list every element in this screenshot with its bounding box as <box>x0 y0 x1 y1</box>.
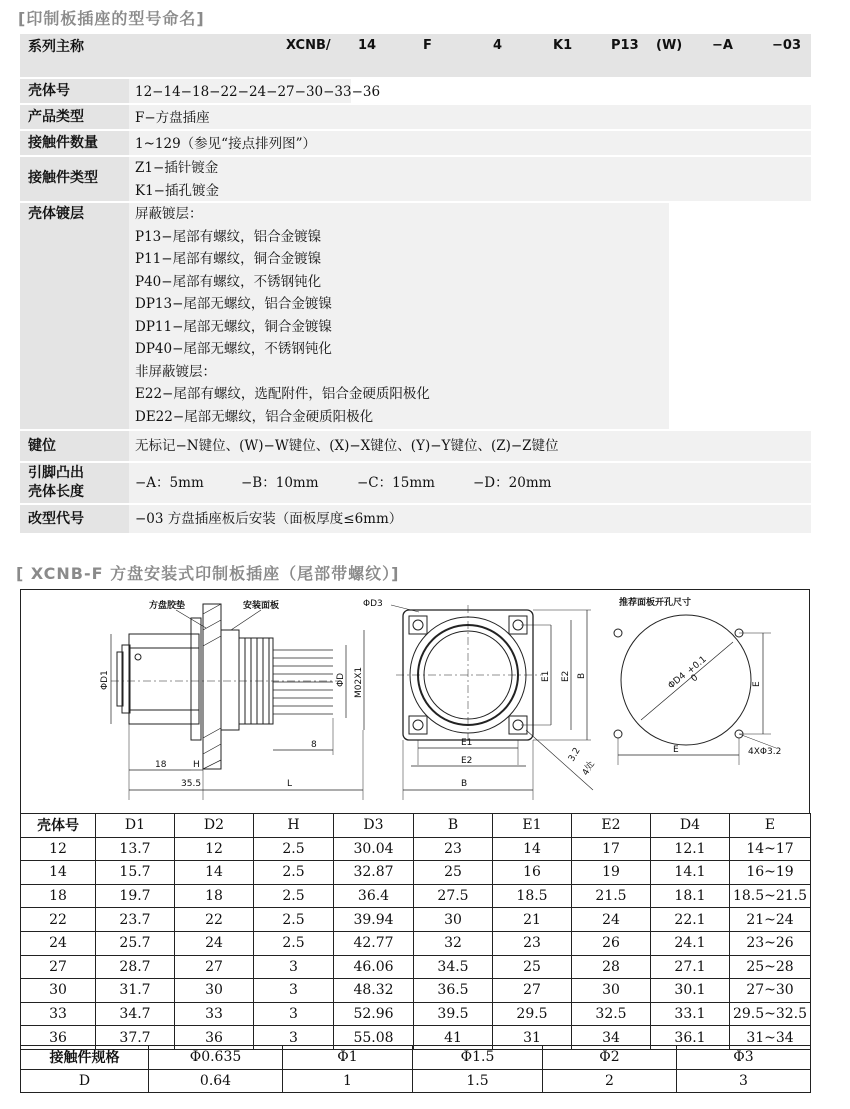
row-label: 接触件数量 <box>20 131 129 155</box>
label-b: B <box>461 779 468 789</box>
label-35-5: 35.5 <box>181 779 202 789</box>
table-cell: 30.1 <box>651 979 730 1003</box>
naming-row-contact-type <box>20 157 811 203</box>
pin-option: −A：5mm <box>135 475 204 491</box>
section-title-naming: [印制板插座的型号命名] <box>18 9 205 28</box>
col-header: D4 <box>651 814 730 838</box>
table-cell: 32 <box>414 931 493 955</box>
row-value: 无标记−N键位、(W)−W键位、(X)−X键位、(Y)−Y键位、(Z)−Z键位 <box>135 438 559 454</box>
table-cell: 46.06 <box>334 955 414 979</box>
contact-header: Φ2 <box>543 1046 677 1070</box>
table-cell: 34.7 <box>96 1002 175 1026</box>
naming-row-contact-count <box>20 131 811 157</box>
label-deep: 4处 <box>580 759 597 778</box>
table-cell: 48.32 <box>334 979 414 1003</box>
table-cell: 27 <box>21 955 96 979</box>
naming-row-mod <box>20 505 811 535</box>
col-header: D2 <box>175 814 254 838</box>
naming-row-key <box>20 431 811 463</box>
label-cutout: 推荐面板开孔尺寸 <box>619 598 692 608</box>
pin-option: −B：10mm <box>241 475 319 491</box>
table-cell: 17 <box>572 837 651 861</box>
naming-row-plating <box>20 203 811 431</box>
col-header: E <box>730 814 811 838</box>
row-label-2: 壳体长度 <box>28 484 84 500</box>
table-cell: 30 <box>175 979 254 1003</box>
pin-option: −C：15mm <box>357 475 435 491</box>
table-cell: 22.1 <box>651 908 730 932</box>
table-cell: 33 <box>175 1002 254 1026</box>
table-cell: 25 <box>414 861 493 885</box>
table-cell: 34.5 <box>414 955 493 979</box>
table-cell: 3 <box>254 955 334 979</box>
row-value-line: E22−尾部有螺纹，选配附件，铝合金硬质阳极化 <box>135 386 430 402</box>
table-cell: 33 <box>21 1002 96 1026</box>
row-value-line: 屏蔽镀层： <box>135 206 203 222</box>
table-cell: 2.5 <box>254 884 334 908</box>
label-8: 8 <box>311 740 317 750</box>
row-value-line: DP40−尾部无螺纹，不锈钢钝化 <box>135 341 332 357</box>
table-cell: 27.1 <box>651 955 730 979</box>
label-thread: M02X1 <box>354 666 364 698</box>
table-cell: 31~34 <box>730 1026 811 1050</box>
part-type: F <box>423 38 432 53</box>
table-cell: 14 <box>175 861 254 885</box>
label-d4: ΦD4 <box>666 670 689 692</box>
table-cell: 31.7 <box>96 979 175 1003</box>
label-d3: ΦD3 <box>363 599 383 609</box>
dimension-header-row <box>21 814 811 838</box>
row-value-line: P11−尾部有螺纹，铜合金镀镍 <box>135 251 322 267</box>
table-cell: 24.1 <box>651 931 730 955</box>
table-cell: 39.5 <box>414 1002 493 1026</box>
table-cell: 12.1 <box>651 837 730 861</box>
row-value: F−方盘插座 <box>135 110 210 126</box>
table-row <box>21 884 811 908</box>
label-b-vert: B <box>577 672 587 679</box>
label-e2-vert: E2 <box>561 670 571 682</box>
table-cell: 16 <box>493 861 572 885</box>
table-cell: 39.94 <box>334 908 414 932</box>
contact-value-row <box>21 1069 811 1093</box>
table-cell: 22 <box>175 908 254 932</box>
table-row <box>21 861 811 885</box>
table-row <box>21 931 811 955</box>
label-holes: 4XΦ3.2 <box>748 747 782 757</box>
label-e1: E1 <box>461 738 473 748</box>
table-cell: 2.5 <box>254 861 334 885</box>
naming-table <box>20 34 811 535</box>
contact-cell: 3 <box>677 1069 811 1093</box>
table-cell: 33.1 <box>651 1002 730 1026</box>
table-cell: 18 <box>21 884 96 908</box>
row-value-line: P40−尾部有螺纹，不锈钢钝化 <box>135 273 322 290</box>
table-cell: 21.5 <box>572 884 651 908</box>
table-cell: 16~19 <box>730 861 811 885</box>
table-cell: 36.5 <box>414 979 493 1003</box>
label-e1-vert: E1 <box>541 670 551 682</box>
table-cell: 27.5 <box>414 884 493 908</box>
table-row <box>21 955 811 979</box>
contact-header: Φ0.635 <box>149 1046 283 1070</box>
contact-table <box>20 1045 811 1093</box>
table-cell: 2.5 <box>254 908 334 932</box>
table-cell: 55.08 <box>334 1026 414 1050</box>
row-value: 1~129（参见“接点排列图”） <box>135 136 316 152</box>
table-cell: 26 <box>572 931 651 955</box>
row-label: 引脚凸出 <box>28 465 84 481</box>
table-cell: 24 <box>572 908 651 932</box>
table-cell: 30 <box>414 908 493 932</box>
contact-header: Φ3 <box>677 1046 811 1070</box>
table-cell: 3 <box>254 1002 334 1026</box>
naming-row-pin-length <box>20 463 811 505</box>
label-depth: 3.2 <box>566 746 583 764</box>
table-cell: 31 <box>493 1026 572 1050</box>
part-key: (W) <box>656 38 683 53</box>
row-label: 键位 <box>20 431 129 461</box>
table-cell: 14~17 <box>730 837 811 861</box>
table-cell: 18.1 <box>651 884 730 908</box>
label-e: E <box>673 745 679 755</box>
table-cell: 14 <box>493 837 572 861</box>
table-cell: 14.1 <box>651 861 730 885</box>
drawing-svg <box>21 590 811 814</box>
table-cell: 3 <box>254 1026 334 1050</box>
table-cell: 25~28 <box>730 955 811 979</box>
table-cell: 19.7 <box>96 884 175 908</box>
table-cell: 30 <box>572 979 651 1003</box>
table-cell: 18 <box>175 884 254 908</box>
col-header: E1 <box>493 814 572 838</box>
table-cell: 18.5 <box>493 884 572 908</box>
table-cell: 30 <box>21 979 96 1003</box>
table-cell: 41 <box>414 1026 493 1050</box>
col-header: D3 <box>334 814 414 838</box>
contact-header: Φ1 <box>283 1046 413 1070</box>
part-pin-length: −A <box>712 38 733 53</box>
table-row <box>21 979 811 1003</box>
table-cell: 36.4 <box>334 884 414 908</box>
table-cell: 34 <box>572 1026 651 1050</box>
col-header: H <box>254 814 334 838</box>
part-mod: −03 <box>772 38 801 53</box>
table-cell: 36 <box>175 1026 254 1050</box>
naming-header-label: 系列主称 <box>20 34 129 77</box>
table-cell: 25 <box>493 955 572 979</box>
dimension-table <box>20 813 811 1050</box>
col-header: 壳体号 <box>21 814 96 838</box>
contact-cell: 0.64 <box>149 1069 283 1093</box>
part-plating: P13 <box>611 38 639 53</box>
label-h: H <box>193 760 200 770</box>
table-cell: 12 <box>175 837 254 861</box>
table-cell: 36.1 <box>651 1026 730 1050</box>
contact-header-row <box>21 1046 811 1070</box>
contact-cell: 1 <box>283 1069 413 1093</box>
table-cell: 23 <box>493 931 572 955</box>
label-l: L <box>287 779 293 789</box>
table-cell: 27 <box>493 979 572 1003</box>
table-cell: 37.7 <box>96 1026 175 1050</box>
contact-header: Φ1.5 <box>413 1046 543 1070</box>
table-cell: 23~26 <box>730 931 811 955</box>
row-value-line: Z1−插针镀金 <box>135 160 219 176</box>
row-value-line: 非屏蔽镀层： <box>135 363 216 380</box>
table-cell: 2.5 <box>254 931 334 955</box>
naming-row-product-type <box>20 105 811 131</box>
table-cell: 18.5~21.5 <box>730 884 811 908</box>
label-d: ΦD <box>336 672 346 687</box>
table-cell: 32.5 <box>572 1002 651 1026</box>
row-label: 改型代号 <box>20 505 129 533</box>
table-cell: 22 <box>21 908 96 932</box>
label-tol0: 0 <box>689 672 701 685</box>
table-cell: 28.7 <box>96 955 175 979</box>
table-cell: 29.5 <box>493 1002 572 1026</box>
row-label: 壳体镀层 <box>20 203 129 429</box>
table-cell: 28 <box>572 955 651 979</box>
contact-cell: 1.5 <box>413 1069 543 1093</box>
table-cell: 32.87 <box>334 861 414 885</box>
table-cell: 2.5 <box>254 837 334 861</box>
section-title-product: [ XCNB-F 方盘安装式印制板插座（尾部带螺纹）] <box>16 564 400 583</box>
part-shell: 14 <box>358 38 377 53</box>
label-e2: E2 <box>461 756 473 766</box>
col-header: E2 <box>572 814 651 838</box>
table-cell: 42.77 <box>334 931 414 955</box>
table-cell: 30.04 <box>334 837 414 861</box>
naming-header-row <box>20 34 811 79</box>
row-label: 接触件类型 <box>20 157 129 201</box>
table-cell: 24 <box>21 931 96 955</box>
technical-drawing <box>20 589 810 813</box>
label-e-vert: E <box>752 681 762 687</box>
table-cell: 15.7 <box>96 861 175 885</box>
part-contact: K1 <box>553 38 573 53</box>
table-cell: 21~24 <box>730 908 811 932</box>
label-d1: ΦD1 <box>100 670 110 690</box>
col-header: D1 <box>96 814 175 838</box>
label-panel: 安装面板 <box>243 601 280 611</box>
pin-option: −D：20mm <box>473 475 552 491</box>
row-value-line: P13−尾部有螺纹，铝合金镀镍 <box>135 228 322 245</box>
col-header: B <box>414 814 493 838</box>
table-cell: 27~30 <box>730 979 811 1003</box>
contact-header: 接触件规格 <box>21 1046 149 1070</box>
table-cell: 29.5~32.5 <box>730 1002 811 1026</box>
label-gasket: 方盘胶垫 <box>149 601 186 611</box>
table-cell: 24 <box>175 931 254 955</box>
table-cell: 36 <box>21 1026 96 1050</box>
row-value-line: DP13−尾部无螺纹，铝合金镀镍 <box>135 296 332 312</box>
table-cell: 12 <box>21 837 96 861</box>
table-row <box>21 1002 811 1026</box>
row-value-line: DE22−尾部无螺纹，铝合金硬质阳极化 <box>135 408 374 425</box>
table-row <box>21 908 811 932</box>
table-cell: 27 <box>175 955 254 979</box>
row-value-line: DP11−尾部无螺纹，铜合金镀镍 <box>135 318 332 335</box>
table-row <box>21 837 811 861</box>
table-cell: 3 <box>254 979 334 1003</box>
part-count: 4 <box>493 38 503 53</box>
naming-row-shell <box>20 79 811 105</box>
label-18: 18 <box>155 760 167 770</box>
row-label: 产品类型 <box>20 105 129 129</box>
row-value: −03 方盘插座板后安装（面板厚度≤6mm） <box>135 511 403 527</box>
table-cell: 23.7 <box>96 908 175 932</box>
table-cell: 25.7 <box>96 931 175 955</box>
table-cell: 23 <box>414 837 493 861</box>
table-cell: 13.7 <box>96 837 175 861</box>
row-label: 壳体号 <box>20 79 129 103</box>
table-cell: 21 <box>493 908 572 932</box>
row-value-line: K1−插孔镀金 <box>135 182 219 199</box>
table-cell: 52.96 <box>334 1002 414 1026</box>
label-tol: +0.1 <box>685 654 709 677</box>
row-value: 12−14−18−22−24−27−30−33−36 <box>135 84 381 100</box>
table-cell: 19 <box>572 861 651 885</box>
contact-cell: D <box>21 1069 149 1093</box>
table-cell: 14 <box>21 861 96 885</box>
contact-cell: 2 <box>543 1069 677 1093</box>
part-series: XCNB/ <box>286 38 331 53</box>
